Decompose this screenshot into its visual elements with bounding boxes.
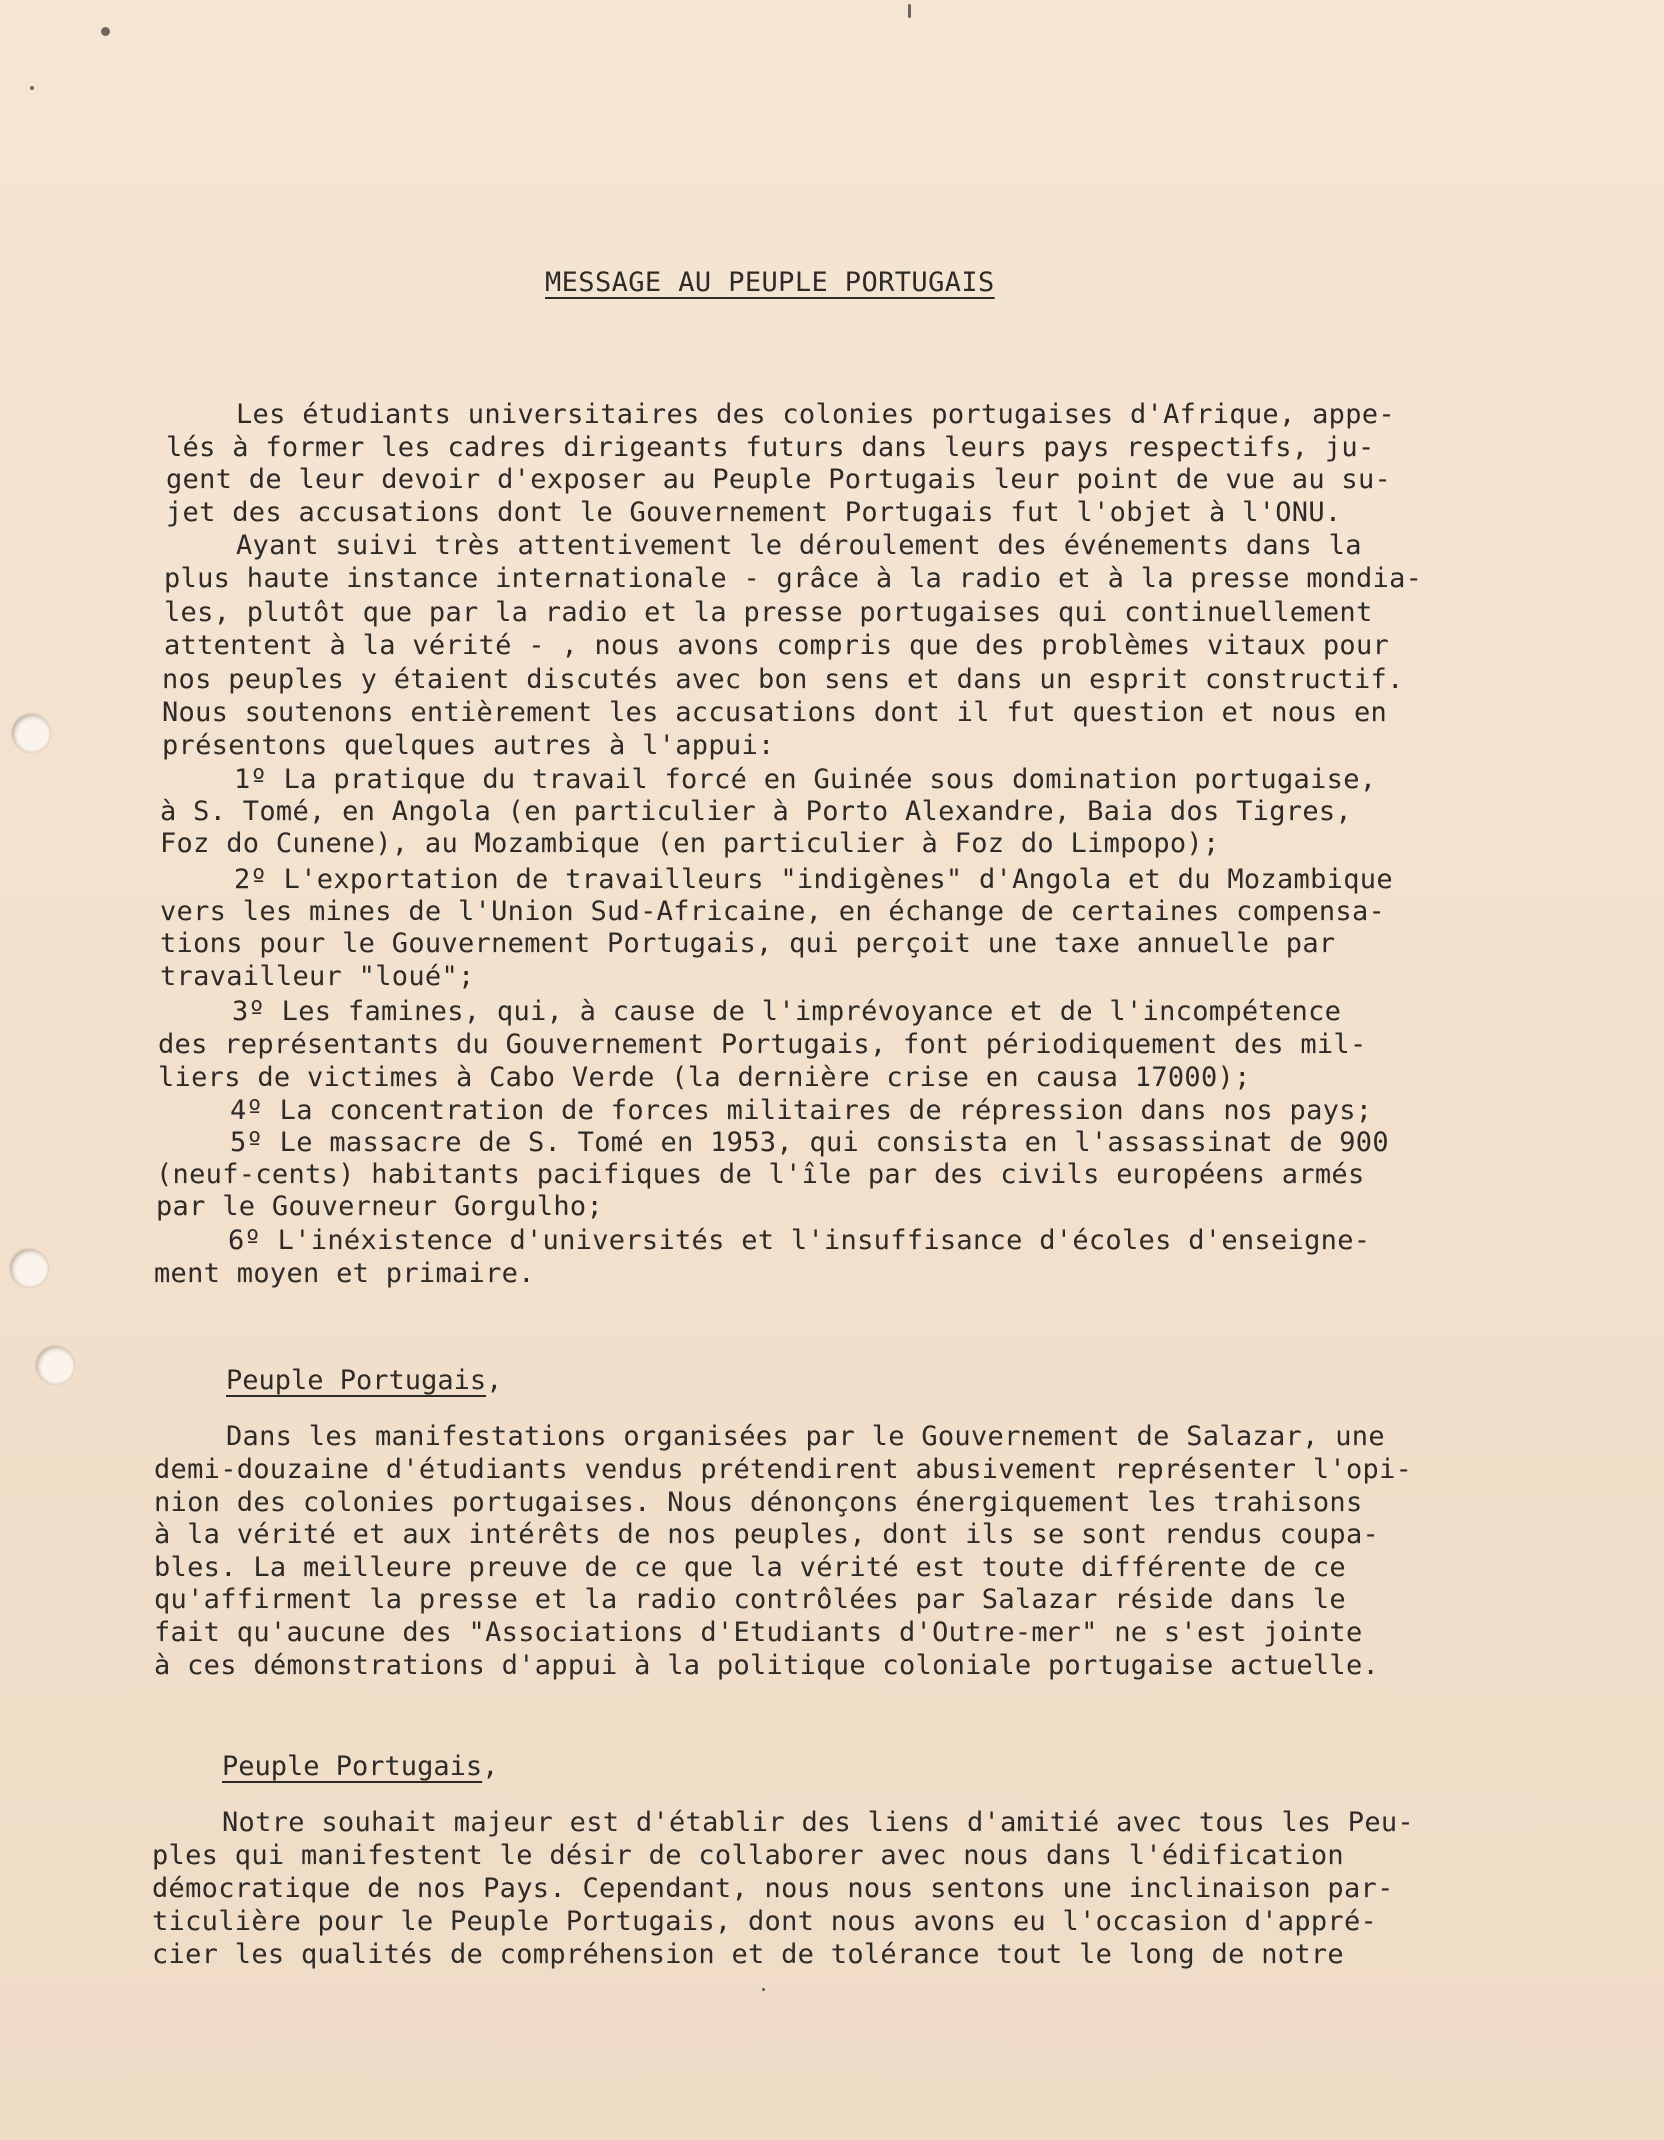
text-line: des représentants du Gouvernement Portugais, font périodiquement des mil-	[158, 1029, 1367, 1060]
text-line: Foz do Cunene), au Mozambique (en particulier à Foz do Limpopo);	[160, 828, 1220, 859]
ink-speck	[30, 86, 34, 90]
punch-hole-top	[12, 714, 50, 752]
list-item-6: 6º L'inéxistence d'universités et l'insuffisance d'écoles d'enseigne-	[228, 1225, 1371, 1256]
text-line: ples qui manifestent le désir de collaborer avec nous dans l'édification	[152, 1840, 1344, 1871]
punch-hole-bottom	[36, 1346, 74, 1384]
text-line: à ces démonstrations d'appui à la politique coloniale portugaise actuelle.	[154, 1650, 1380, 1681]
punch-hole-middle	[10, 1249, 48, 1287]
salutation-1-text: Peuple Portugais	[226, 1365, 487, 1396]
text-line: Notre souhait majeur est d'établir des liens d'amitié avec tous les Peu-	[222, 1807, 1414, 1838]
text-line: jet des accusations dont le Gouvernement Portugais fut l'objet à l'ONU.	[166, 497, 1342, 528]
text-line: nion des colonies portugaises. Nous dénonçons énergiquement les trahisons	[154, 1487, 1363, 1518]
text-line: cier les qualités de compréhension et de tolérance tout le long de notre	[152, 1939, 1344, 1970]
text-line: lés à former les cadres dirigeants futurs dans leurs pays respectifs, ju-	[166, 432, 1375, 463]
ink-speck	[101, 27, 110, 36]
list-item-3: 3º Les famines, qui, à cause de l'imprévoyance et de l'incompétence	[232, 996, 1342, 1027]
text-line: qu'affirment la presse et la radio contrôlées par Salazar réside dans le	[154, 1584, 1346, 1615]
list-item-5: 5º Le massacre de S. Tomé en 1953, qui consista en l'assassinat de 900	[230, 1127, 1389, 1158]
salutation-2: Peuple Portugais,	[222, 1751, 499, 1782]
text-line: les, plutôt que par la radio et la presse portugaises qui continuellement	[164, 597, 1373, 628]
text-line: vers les mines de l'Union Sud-Africaine, en échange de certaines compensa-	[160, 896, 1386, 927]
text-line: liers de victimes à Cabo Verde (la dernière crise en causa 17000);	[158, 1062, 1251, 1093]
ink-dot	[762, 1988, 765, 1991]
text-line: (neuf-cents) habitants pacifiques de l'île par des civils européens armés	[156, 1159, 1365, 1190]
list-item-1: 1º La pratique du travail forcé en Guinée sous domination portugaise,	[234, 764, 1377, 795]
text-line: Les étudiants universitaires des colonies portugaises d'Afrique, appe-	[236, 399, 1395, 430]
document-title: MESSAGE AU PEUPLE PORTUGAIS	[545, 267, 995, 298]
text-line: ment moyen et primaire.	[154, 1258, 535, 1289]
salutation-2-text: Peuple Portugais	[222, 1751, 483, 1782]
text-line: travailleur "loué";	[160, 961, 475, 992]
text-line: démocratique de nos Pays. Cependant, nous nous sentons une inclinaison par-	[152, 1873, 1394, 1904]
text-line: Ayant suivi très attentivement le déroulement des événements dans la	[236, 530, 1362, 561]
text-line: bles. La meilleure preuve de ce que la vérité est toute différente de ce	[154, 1552, 1346, 1583]
text-line: présentons quelques autres à l'appui:	[162, 730, 775, 761]
text-line: par le Gouverneur Gorgulho;	[156, 1191, 603, 1222]
list-item-4: 4º La concentration de forces militaires de répression dans nos pays;	[230, 1095, 1373, 1126]
text-line: à la vérité et aux intérêts de nos peuples, dont ils se sont rendus coupa-	[154, 1519, 1380, 1550]
text-line: attentent à la vérité - , nous avons compris que des problèmes vitaux pour	[164, 630, 1390, 661]
text-line: Dans les manifestations organisées par le Gouvernement de Salazar, une	[226, 1421, 1385, 1452]
text-line: plus haute instance internationale - grâce à la radio et à la presse mondia-	[164, 563, 1423, 594]
text-line: demi-douzaine d'étudiants vendus prétendirent abusivement représenter l'opi-	[154, 1454, 1413, 1485]
text-line: ticulière pour le Peuple Portugais, dont nous avons eu l'occasion d'appré-	[152, 1906, 1378, 1937]
text-line: fait qu'aucune des "Associations d'Etudiants d'Outre-mer" ne s'est jointe	[154, 1617, 1363, 1648]
salutation-1: Peuple Portugais,	[226, 1365, 503, 1396]
text-line: gent de leur devoir d'exposer au Peuple Portugais leur point de vue au su-	[166, 464, 1392, 495]
list-item-2: 2º L'exportation de travailleurs "indigènes" d'Angola et du Mozambique	[234, 864, 1393, 895]
text-line: Nous soutenons entièrement les accusations dont il fut question et nous en	[162, 697, 1388, 728]
text-line: tions pour le Gouvernement Portugais, qui perçoit une taxe annuelle par	[160, 928, 1336, 959]
text-line: nos peuples y étaient discutés avec bon sens et dans un esprit constructif.	[162, 664, 1404, 695]
ink-speck	[908, 4, 911, 18]
text-line: à S. Tomé, en Angola (en particulier à Porto Alexandre, Baia dos Tigres,	[160, 796, 1352, 827]
